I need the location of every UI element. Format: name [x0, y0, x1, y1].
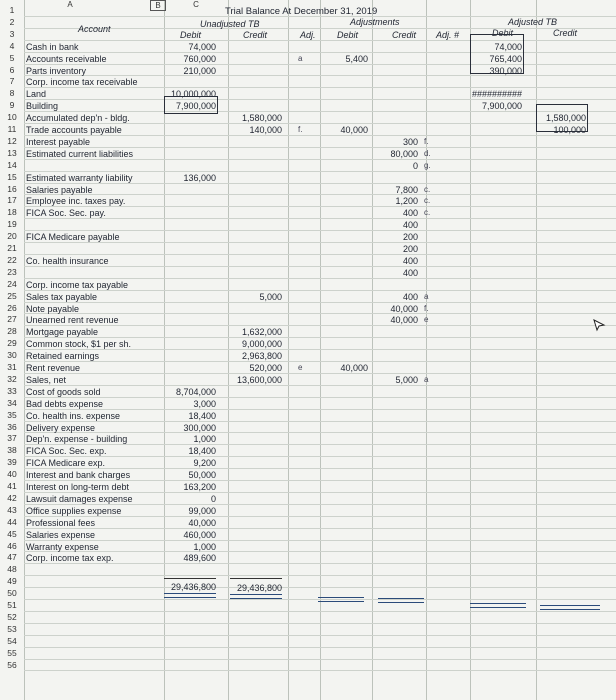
at-debit-cell[interactable]: 74,000: [494, 41, 522, 52]
row-number[interactable]: 32: [7, 373, 17, 384]
ut-debit-cell[interactable]: 3,000: [193, 398, 216, 409]
row-gridline: [24, 111, 616, 112]
row-gridline: [24, 99, 616, 100]
row-gridline: [24, 361, 616, 362]
row-gridline: [24, 290, 616, 291]
row-number[interactable]: 50: [7, 588, 17, 599]
account-name[interactable]: Land: [26, 89, 47, 100]
account-name[interactable]: Cash in bank: [26, 41, 79, 52]
row-gridline: [24, 171, 616, 172]
row-gridline: [24, 635, 616, 636]
row-number[interactable]: 33: [7, 385, 17, 396]
adj-debit-cell[interactable]: 40,000: [340, 125, 368, 135]
adj-credit-cell[interactable]: 5,000: [395, 374, 418, 385]
highlight-box-adjusted-credits: [536, 104, 588, 132]
row-gridline: [24, 385, 616, 386]
row-gridline: [24, 575, 616, 576]
row-number[interactable]: 39: [7, 457, 17, 468]
row-gridline: [24, 504, 616, 505]
row-gridline: [24, 611, 616, 612]
row-gridline: [24, 397, 616, 398]
adj-credit-cell[interactable]: 80,000: [390, 148, 418, 159]
at-debit-header: Debit: [492, 28, 514, 38]
adj-debit-cell[interactable]: 5,400: [345, 53, 368, 64]
adj-debit-ref[interactable]: f.: [298, 125, 303, 134]
row-number[interactable]: 10: [7, 112, 17, 123]
ut-debit-cell[interactable]: 760,000: [183, 53, 216, 64]
unadjusted-tb-header: Unadjusted TB: [200, 19, 260, 29]
account-name[interactable]: Building: [26, 101, 59, 112]
adj-credit-ref[interactable]: c.: [424, 184, 431, 194]
row-gridline: [24, 40, 616, 41]
row-number[interactable]: 42: [7, 492, 17, 503]
sheet-title: Trial Balance At December 31, 2019: [225, 6, 378, 17]
row-number[interactable]: 55: [7, 647, 17, 658]
account-name[interactable]: Professional fees: [26, 517, 96, 528]
ut-credit-cell[interactable]: 1,632,000: [241, 327, 282, 338]
account-name[interactable]: Accumulated dep'n - bldg.: [26, 113, 130, 124]
highlight-box-land-building: [164, 96, 218, 114]
row-number[interactable]: 48: [7, 564, 17, 575]
row-gridline: [24, 492, 616, 493]
ut-debit-cell[interactable]: 163,200: [183, 482, 216, 492]
account-name[interactable]: Sales tax payable: [26, 291, 98, 302]
ut-debit-total-line: [164, 578, 216, 579]
row-gridline: [24, 325, 616, 326]
ut-debit-cell[interactable]: 0: [210, 493, 216, 504]
row-number[interactable]: 35: [7, 409, 17, 420]
adj-credit-double-underline: [378, 598, 424, 603]
ut-credit-cell[interactable]: 520,000: [249, 363, 282, 373]
row-number[interactable]: 6: [9, 64, 15, 75]
row-number[interactable]: 2: [9, 16, 15, 27]
account-name[interactable]: Salaries payable: [26, 184, 93, 195]
adj-credit-ref[interactable]: f.: [424, 136, 429, 146]
adj-credit-ref[interactable]: a: [424, 291, 429, 301]
ut-credit-cell[interactable]: 5,000: [259, 291, 282, 302]
adj-credit-cell[interactable]: 200: [402, 244, 418, 254]
ut-debit-cell[interactable]: 40,000: [188, 517, 216, 528]
row-gridline: [24, 623, 616, 624]
row-number[interactable]: 3: [9, 28, 15, 39]
account-name[interactable]: Salaries expense: [26, 529, 96, 540]
row-number[interactable]: 19: [7, 219, 17, 230]
row-gridline: [24, 75, 616, 76]
adj-debit-double-underline: [318, 597, 364, 602]
row-gridline: [24, 587, 616, 588]
row-number[interactable]: 45: [7, 528, 17, 539]
adj-credit-ref[interactable]: c.: [424, 208, 431, 218]
row-number[interactable]: 28: [7, 326, 17, 337]
account-name[interactable]: Estimated current liabilities: [26, 148, 134, 159]
account-name[interactable]: Accounts receivable: [26, 53, 107, 64]
account-name[interactable]: Unearned rent revenue: [26, 315, 119, 326]
adj-credit-cell[interactable]: 7,800: [395, 184, 418, 195]
at-debit-cell[interactable]: 390,000: [489, 65, 522, 76]
account-name[interactable]: Trade accounts payable: [26, 125, 122, 135]
row-gridline: [24, 206, 616, 207]
ut-debit-cell[interactable]: 99,000: [188, 505, 216, 516]
row-number[interactable]: 29: [7, 338, 17, 349]
ut-debit-cell[interactable]: 489,600: [183, 553, 216, 564]
adj-debit-ref[interactable]: e: [298, 363, 303, 372]
row-number[interactable]: 56: [7, 659, 17, 670]
row-gridline: [24, 659, 616, 660]
adj-credit-cell[interactable]: 200: [402, 232, 418, 243]
row-number[interactable]: 40: [7, 469, 17, 480]
ut-debit-cell[interactable]: 1,000: [193, 434, 216, 445]
account-name[interactable]: Warranty expense: [26, 541, 99, 552]
row-number[interactable]: 26: [7, 302, 17, 313]
row-number[interactable]: 8: [9, 88, 15, 99]
row-number[interactable]: 4: [9, 40, 15, 51]
ut-debit-cell[interactable]: 7,900,000: [175, 101, 216, 112]
account-name[interactable]: Cost of goods sold: [26, 386, 101, 397]
adj-debit-cell[interactable]: 40,000: [340, 363, 368, 373]
ut-debit-cell[interactable]: 460,000: [183, 529, 216, 540]
row-gridline: [24, 421, 616, 422]
adj-credit-cell[interactable]: 0: [412, 160, 418, 171]
row-gridline: [24, 230, 616, 231]
account-name[interactable]: Corp. income tax exp.: [26, 553, 114, 564]
at-debit-cell[interactable]: 765,400: [489, 53, 522, 64]
account-name[interactable]: Retained earnings: [26, 351, 100, 362]
account-name[interactable]: Co. health insurance: [26, 255, 109, 266]
row-gridline: [24, 468, 616, 469]
row-number[interactable]: 16: [7, 183, 17, 194]
row-number[interactable]: 24: [7, 278, 17, 289]
adj-credit-cell[interactable]: 40,000: [390, 303, 418, 314]
column-header-c[interactable]: C: [193, 0, 199, 9]
account-name[interactable]: Parts inventory: [26, 65, 87, 76]
at-credit-header: Credit: [553, 28, 578, 38]
row-gridline: [24, 242, 616, 243]
row-gridline: [24, 123, 616, 124]
account-name[interactable]: Estimated warranty liability: [26, 172, 133, 183]
row-number[interactable]: 38: [7, 445, 17, 456]
ut-credit-cell[interactable]: 2,963,800: [241, 351, 282, 362]
adj-left-header: Adj.: [300, 30, 316, 40]
adj-credit-ref[interactable]: c.: [424, 196, 431, 206]
ut-credit-double-underline: [230, 594, 282, 599]
adj-debit-header: Debit: [337, 30, 359, 40]
account-name[interactable]: Common stock, $1 per sh.: [26, 339, 132, 350]
account-name[interactable]: Office supplies expense: [26, 505, 122, 516]
ut-debit-cell[interactable]: 10,000,000: [170, 89, 216, 100]
ut-credit-cell[interactable]: 1,580,000: [241, 113, 282, 124]
account-name[interactable]: FICA Soc. Sec. pay.: [26, 208, 106, 219]
column-header-b[interactable]: B: [150, 0, 166, 11]
row-gridline: [24, 87, 616, 88]
row-number[interactable]: 47: [7, 552, 17, 563]
row-number[interactable]: 13: [7, 147, 17, 158]
account-name[interactable]: Delivery expense: [26, 422, 96, 433]
account-name[interactable]: Note payable: [26, 303, 80, 314]
row-gridline: [24, 64, 616, 65]
ut-credit-cell[interactable]: 13,600,000: [236, 374, 282, 385]
row-number[interactable]: 1: [9, 5, 15, 15]
ut-debit-double-underline: [164, 593, 216, 598]
ut-debit-cell[interactable]: 50,000: [188, 470, 216, 481]
row-number[interactable]: 49: [7, 576, 17, 587]
row-gridline: [24, 302, 616, 303]
ut-debit-cell[interactable]: 18,400: [188, 410, 216, 421]
account-name[interactable]: Interest on long-term debt: [26, 482, 130, 492]
row-gridline: [24, 278, 616, 279]
at-debit-cell[interactable]: 7,900,000: [481, 101, 522, 112]
row-number[interactable]: 5: [9, 52, 15, 63]
row-gridline: [24, 147, 616, 148]
ut-debit-cell[interactable]: 136,000: [183, 172, 216, 183]
row-number[interactable]: 52: [7, 611, 17, 622]
row-number[interactable]: 25: [7, 290, 17, 301]
row-gridline: [24, 540, 616, 541]
adjustments-header: Adjustments: [350, 17, 400, 27]
row-number[interactable]: 44: [7, 516, 17, 527]
row-number[interactable]: 41: [7, 481, 17, 491]
row-gridline: [24, 528, 616, 529]
ut-credit-cell[interactable]: 9,000,000: [241, 339, 282, 350]
row-number[interactable]: 17: [7, 195, 17, 206]
ut-debit-total: 29,436,800: [170, 582, 216, 592]
account-name[interactable]: FICA Medicare exp.: [26, 458, 106, 469]
adj-credit-cell[interactable]: 400: [402, 291, 418, 302]
account-name[interactable]: Employee inc. taxes pay.: [26, 196, 126, 207]
adj-credit-cell[interactable]: 400: [402, 220, 418, 231]
row-number[interactable]: 12: [7, 135, 17, 146]
row-gridline: [24, 409, 616, 410]
account-name[interactable]: Lawsuit damages expense: [26, 493, 133, 504]
ut-debit-header: Debit: [180, 30, 202, 40]
account-name[interactable]: Co. health ins. expense: [26, 410, 121, 421]
row-number[interactable]: 23: [7, 266, 17, 277]
ut-credit-total-line: [230, 578, 282, 579]
row-number[interactable]: 7: [9, 76, 15, 87]
adj-credit-ref[interactable]: g.: [424, 160, 431, 170]
row-gridline: [24, 183, 616, 184]
row-number[interactable]: 20: [7, 231, 17, 242]
ut-credit-cell[interactable]: 140,000: [249, 125, 282, 135]
ut-credit-total: 29,436,800: [236, 583, 282, 593]
account-header: Account: [78, 24, 111, 34]
account-name[interactable]: Corp. income tax receivable: [26, 77, 138, 88]
row-number[interactable]: 36: [7, 421, 17, 432]
row-number[interactable]: 21: [7, 243, 17, 253]
row-gridline: [24, 480, 616, 481]
row-gridline: [24, 373, 616, 374]
row-gridline: [24, 194, 616, 195]
row-number[interactable]: 11: [7, 124, 17, 134]
row-gridline: [24, 647, 616, 648]
row-gridline: [24, 28, 616, 29]
row-gridline: [24, 670, 616, 671]
adj-credit-cell[interactable]: 300: [402, 136, 418, 147]
row-number[interactable]: 54: [7, 635, 17, 646]
row-gridline: [24, 52, 616, 53]
account-name[interactable]: Mortgage payable: [26, 327, 99, 338]
adjusted-tb-header: Adjusted TB: [508, 17, 558, 27]
row-number[interactable]: 46: [7, 540, 17, 551]
row-gridline: [24, 349, 616, 350]
adj-credit-ref[interactable]: d.: [424, 148, 431, 158]
ut-debit-cell[interactable]: 18,400: [188, 446, 216, 457]
row-number[interactable]: 53: [7, 623, 17, 634]
adj-credit-cell[interactable]: 400: [402, 208, 418, 219]
adj-credit-cell[interactable]: 400: [402, 255, 418, 266]
ut-debit-cell[interactable]: 8,704,000: [175, 386, 216, 397]
account-name[interactable]: Interest and bank charges: [26, 470, 131, 481]
adj-credit-cell[interactable]: 1,200: [395, 196, 418, 207]
row-gridline: [24, 337, 616, 338]
row-number[interactable]: 18: [7, 207, 17, 218]
at-credit-double-underline: [540, 605, 600, 610]
account-name[interactable]: Sales, net: [26, 374, 67, 385]
row-number[interactable]: 31: [7, 362, 17, 372]
adj-credit-cell[interactable]: 400: [402, 267, 418, 278]
column-header-a[interactable]: A: [67, 0, 73, 9]
at-credit-cell[interactable]: 1,580,000: [545, 113, 586, 124]
row-number[interactable]: 43: [7, 504, 17, 515]
adj-credit-cell[interactable]: 40,000: [390, 315, 418, 326]
account-name[interactable]: FICA Medicare payable: [26, 232, 120, 243]
cursor-arrow-icon: [592, 318, 606, 332]
ut-debit-cell[interactable]: 210,000: [183, 65, 216, 76]
row-number[interactable]: 51: [7, 600, 17, 610]
row-gridline: [24, 218, 616, 219]
account-name[interactable]: Dep'n. expense - building: [26, 434, 128, 445]
account-name[interactable]: Corp. income tax payable: [26, 279, 129, 290]
row-gridline: [24, 516, 616, 517]
ut-debit-cell[interactable]: 74,000: [188, 41, 216, 52]
adj-credit-ref[interactable]: a: [424, 374, 429, 384]
row-number[interactable]: 37: [7, 433, 17, 444]
row-number[interactable]: 34: [7, 397, 17, 408]
row-gridline: [24, 444, 616, 445]
account-name[interactable]: Interest payable: [26, 136, 91, 147]
highlight-box-adjusted-debits: [470, 34, 524, 74]
adj-credit-ref[interactable]: e: [424, 315, 429, 325]
ut-debit-cell[interactable]: 300,000: [183, 422, 216, 433]
row-gridline: [24, 266, 616, 267]
row-number[interactable]: 14: [7, 159, 17, 170]
row-number[interactable]: 9: [9, 100, 15, 111]
row-gridline: [24, 313, 616, 314]
adj-credit-ref[interactable]: f.: [424, 303, 429, 313]
at-credit-cell[interactable]: 100,000: [553, 125, 586, 135]
row-number[interactable]: 27: [7, 314, 17, 325]
row-gridline: [24, 551, 616, 552]
row-gridline: [24, 254, 616, 255]
row-gridline: [24, 432, 616, 433]
account-name[interactable]: FICA Soc. Sec. exp.: [26, 446, 107, 457]
row-number[interactable]: 15: [7, 171, 17, 182]
row-gridline: [24, 456, 616, 457]
adj-number-header: Adj. #: [436, 30, 460, 40]
at-debit-double-underline: [470, 603, 526, 608]
ut-debit-cell[interactable]: 9,200: [193, 458, 216, 469]
row-number[interactable]: 30: [7, 350, 17, 361]
row-number[interactable]: 22: [7, 254, 17, 265]
at-debit-cell[interactable]: ##########: [471, 89, 522, 100]
account-name[interactable]: Rent revenue: [26, 363, 81, 373]
adj-credit-header: Credit: [392, 30, 417, 40]
adj-debit-ref[interactable]: a: [298, 53, 303, 63]
account-name[interactable]: Bad debts expense: [26, 398, 104, 409]
row-gridline: [24, 159, 616, 160]
ut-credit-header: Credit: [243, 30, 268, 40]
ut-debit-cell[interactable]: 1,000: [193, 541, 216, 552]
row-gridline: [24, 563, 616, 564]
row-gridline: [24, 135, 616, 136]
